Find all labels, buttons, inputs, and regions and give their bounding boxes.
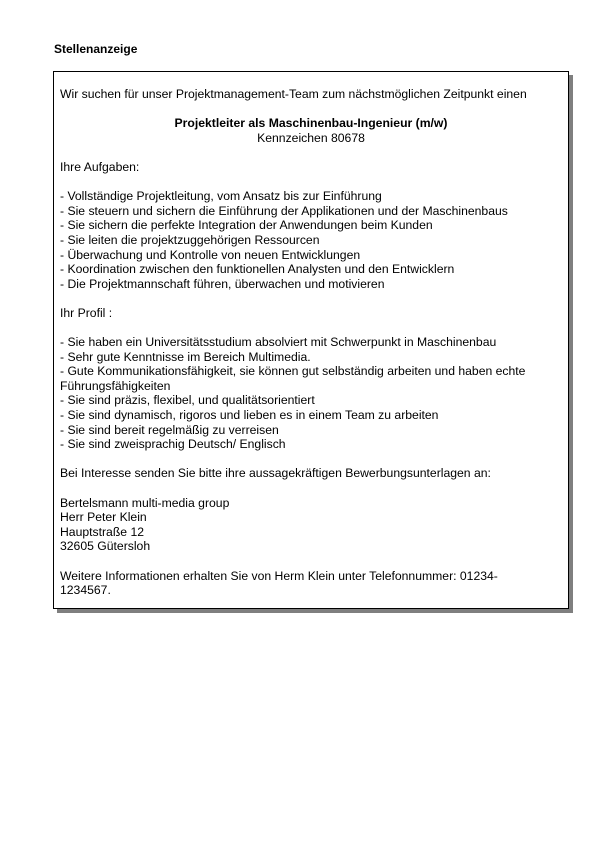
profile-item: - Sie sind präzis, flexibel, und qualitätsorientiert: [60, 393, 315, 408]
contact-info-line: 1234567.: [60, 583, 111, 598]
profile-heading: Ihr Profil :: [60, 305, 113, 320]
job-ad-box: [53, 71, 569, 609]
tasks-list: [60, 189, 562, 291]
profile-item: - Sie sind zweisprachig Deutsch/ Englisch: [60, 437, 286, 452]
address-line: 32605 Gütersloh: [60, 539, 151, 554]
contact-info-line: Weitere Informationen erhalten Sie von Herm Klein unter Telefonnummer: 01234-: [60, 568, 498, 583]
address-line: Bertelsmann multi-media group: [60, 495, 230, 510]
tasks-heading: Ihre Aufgaben:: [60, 159, 140, 174]
profile-item: - Gute Kommunikationsfähigkeit, sie können gut selbständig arbeiten und haben echte: [60, 364, 526, 379]
profile-item: - Sehr gute Kenntnisse im Bereich Multimedia.: [60, 349, 311, 364]
profile-item: - Sie sind dynamisch, rigoros und lieben es in einem Team zu arbeiten: [60, 408, 439, 423]
task-item: - Überwachung und Kontrolle von neuen Entwicklungen: [60, 247, 361, 262]
address-line: Herr Peter Klein: [60, 510, 147, 525]
reference-number: Kennzeichen 80678: [257, 130, 365, 145]
profile-item: - Sie sind bereit regelmäßig zu verreisen: [60, 422, 279, 437]
task-item: - Vollständige Projektleitung, vom Ansatz bis zur Einführung: [60, 189, 382, 204]
profile-item-continuation: Führungsfähigkeiten: [60, 378, 171, 393]
task-item: - Koordination zwischen den funktionellen Analysten und den Entwicklern: [60, 262, 455, 277]
job-title: Projektleiter als Maschinenbau-Ingenieur (m/w): [174, 116, 448, 131]
task-item: - Sie sichern die perfekte Integration der Anwendungen beim Kunden: [60, 218, 433, 233]
task-item: - Sie leiten die projektzuggehörigen Ressourcen: [60, 232, 320, 247]
profile-list: [60, 335, 562, 452]
address-line: Hauptstraße 12: [60, 524, 145, 539]
task-item: - Die Projektmannschaft führen, überwachen und motivieren: [60, 276, 385, 291]
profile-item: - Sie haben ein Universitätsstudium absolviert mit Schwerpunkt in Maschinenbau: [60, 335, 497, 350]
apply-instructions: Bei Interesse senden Sie bitte ihre aussagekräftigen Bewerbungsunterlagen an:: [60, 466, 491, 481]
contact-address: [60, 496, 562, 554]
task-item: - Sie steuern und sichern die Einführung der Applikationen und der Maschinenbaus: [60, 203, 508, 218]
intro-text: Wir suchen für unser Projektmanagement-Team zum nächstmöglichen Zeitpunkt einen: [60, 87, 527, 101]
page-heading: Stellenanzeige: [54, 42, 138, 56]
